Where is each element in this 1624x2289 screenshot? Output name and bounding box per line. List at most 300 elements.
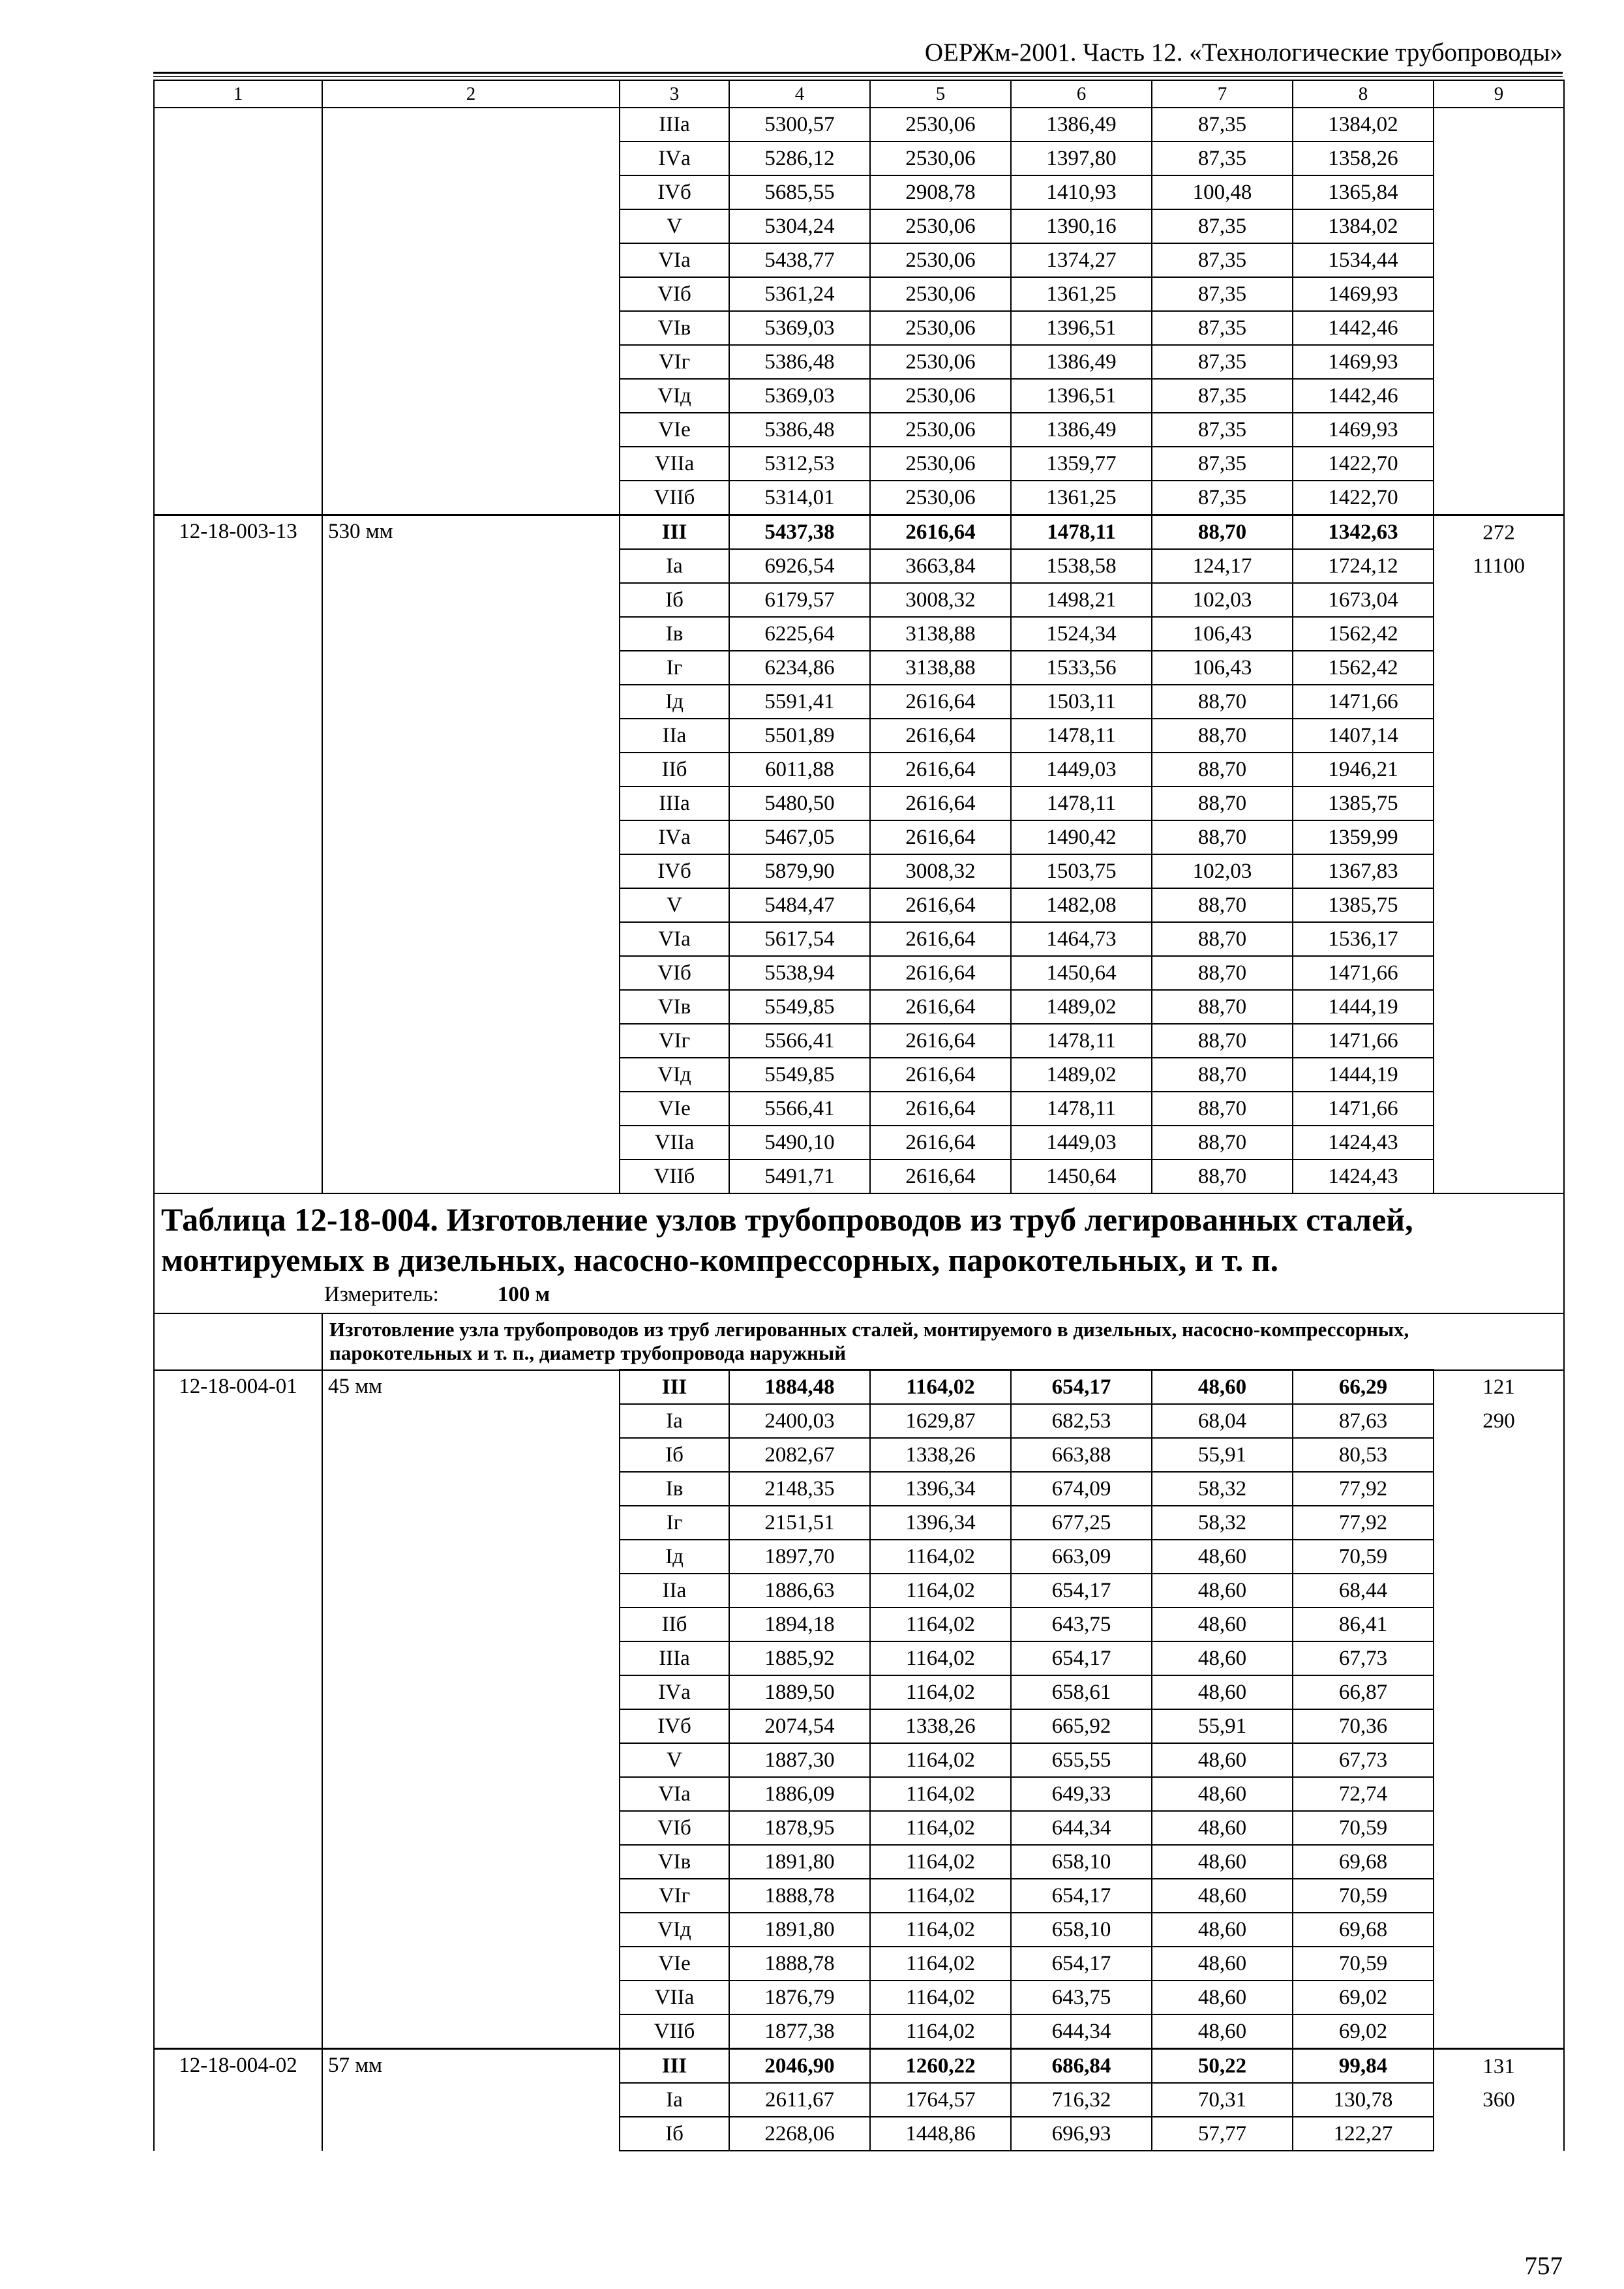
item-diameter-cell [322,345,620,379]
item-diameter-cell [322,447,620,481]
zone-class-cell: IVб [620,854,729,888]
value-cell-col4: 5538,94 [729,956,870,990]
item-code-cell [154,583,322,617]
zone-class-cell: Iа [620,2083,729,2117]
value-cell-col6: 677,25 [1011,1506,1152,1540]
value-cell-col5: 1396,34 [870,1506,1011,1540]
value-cell-col8: 67,73 [1293,1743,1434,1777]
value-cell-col4: 5491,71 [729,1159,870,1193]
column-number-1: 1 [154,80,322,108]
value-cell-col5: 2530,06 [870,379,1011,413]
col9-cell [1434,1058,1564,1092]
value-cell-col4: 1889,50 [729,1675,870,1709]
value-cell-col4: 2046,90 [729,2049,870,2084]
value-cell-col7: 102,03 [1152,854,1293,888]
zone-class-cell: VIIа [620,1126,729,1159]
item-diameter-cell: 57 мм [322,2049,620,2084]
value-cell-col5: 2616,64 [870,820,1011,854]
value-cell-col7: 88,70 [1152,1126,1293,1159]
zone-class-cell: Iг [620,651,729,685]
column-number-2: 2 [322,80,620,108]
value-cell-col5: 1164,02 [870,1777,1011,1811]
value-cell-col6: 1396,51 [1011,311,1152,345]
col9-cell: 272 [1434,515,1564,550]
value-cell-col7: 88,70 [1152,956,1293,990]
value-cell-col6: 1450,64 [1011,1159,1152,1193]
value-cell-col8: 1469,93 [1293,277,1434,311]
column-number-4: 4 [729,80,870,108]
col9-cell [1434,1777,1564,1811]
value-cell-col8: 1536,17 [1293,922,1434,956]
value-cell-col5: 2616,64 [870,719,1011,753]
value-cell-col5: 2616,64 [870,922,1011,956]
column-number-3: 3 [620,80,729,108]
value-cell-col6: 1386,49 [1011,108,1152,142]
value-cell-col6: 654,17 [1011,1370,1152,1405]
value-cell-col4: 6225,64 [729,617,870,651]
value-cell-col6: 663,09 [1011,1540,1152,1574]
value-cell-col4: 5617,54 [729,922,870,956]
item-diameter-cell [322,990,620,1024]
zone-class-cell: IIIа [620,786,729,820]
zone-class-cell: IVб [620,1709,729,1743]
table-row [154,413,1564,447]
item-code-cell [154,1879,322,1913]
zone-class-cell: VIIа [620,447,729,481]
col9-cell: 290 [1434,1404,1564,1438]
value-cell-col6: 1397,80 [1011,142,1152,175]
value-cell-col7: 48,60 [1152,1947,1293,1981]
value-cell-col7: 55,91 [1152,1438,1293,1472]
value-cell-col5: 2616,64 [870,1159,1011,1193]
zone-class-cell: Iб [620,583,729,617]
zone-class-cell: VIб [620,956,729,990]
item-code-cell [154,888,322,922]
value-cell-col4: 6926,54 [729,549,870,583]
value-cell-col4: 1894,18 [729,1608,870,1641]
table-row [154,786,1564,820]
measure-line [161,1280,1557,1309]
item-code-cell [154,1438,322,1472]
value-cell-col6: 674,09 [1011,1472,1152,1506]
description-spacer [154,1313,322,1370]
value-cell-col6: 1478,11 [1011,1024,1152,1058]
value-cell-col8: 1442,46 [1293,379,1434,413]
item-diameter-cell [322,583,620,617]
col9-cell [1434,481,1564,515]
value-cell-col8: 122,27 [1293,2117,1434,2151]
item-code-cell [154,854,322,888]
col9-cell [1434,2014,1564,2049]
table-row [154,345,1564,379]
zone-class-cell: VIд [620,1913,729,1947]
value-cell-col7: 88,70 [1152,888,1293,922]
value-cell-col8: 69,02 [1293,2014,1434,2049]
running-header: ОЕРЖм-2001. Часть 12. «Технологические трубопроводы» [924,38,1563,67]
value-cell-col6: 1489,02 [1011,990,1152,1024]
table-row [154,617,1564,651]
zone-class-cell: III [620,1370,729,1405]
value-cell-col5: 2616,64 [870,515,1011,550]
zone-class-cell: VIд [620,1058,729,1092]
zone-class-cell: IIа [620,1574,729,1608]
item-diameter-cell [322,1506,620,1540]
item-code-cell [154,990,322,1024]
value-cell-col6: 665,92 [1011,1709,1152,1743]
value-cell-col5: 2530,06 [870,243,1011,277]
zone-class-cell: VIIб [620,1159,729,1193]
table-row [154,2117,1564,2151]
item-diameter-cell [322,277,620,311]
col9-cell [1434,1540,1564,1574]
value-cell-col6: 1478,11 [1011,786,1152,820]
col9-cell [1434,1506,1564,1540]
zone-class-cell: Iв [620,1472,729,1506]
item-diameter-cell: 45 мм [322,1370,620,1405]
value-cell-col8: 1342,63 [1293,515,1434,550]
value-cell-col4: 5386,48 [729,413,870,447]
value-cell-col5: 2530,06 [870,345,1011,379]
table-row [154,1981,1564,2014]
value-cell-col6: 1490,42 [1011,820,1152,854]
col9-cell [1434,1811,1564,1845]
zone-class-cell: V [620,209,729,243]
value-cell-col6: 663,88 [1011,1438,1152,1472]
table-row [154,2014,1564,2049]
item-diameter-cell [322,719,620,753]
value-cell-col4: 1886,09 [729,1777,870,1811]
value-cell-col5: 2530,06 [870,277,1011,311]
value-cell-col6: 1449,03 [1011,753,1152,786]
col9-cell [1434,1438,1564,1472]
value-cell-col6: 644,34 [1011,2014,1152,2049]
value-cell-col6: 1359,77 [1011,447,1152,481]
value-cell-col6: 658,61 [1011,1675,1152,1709]
table-row [154,1370,1564,1405]
table-row [154,142,1564,175]
zone-class-cell: IVб [620,175,729,209]
table-row [154,583,1564,617]
zone-class-cell: Iв [620,617,729,651]
table-row [154,1913,1564,1947]
page-number: 757 [1524,2252,1563,2280]
value-cell-col8: 1384,02 [1293,209,1434,243]
value-cell-col7: 88,70 [1152,515,1293,550]
item-code-cell [154,1540,322,1574]
table-row [154,1947,1564,1981]
zone-class-cell: Iг [620,1506,729,1540]
value-cell-col5: 1164,02 [870,1540,1011,1574]
value-cell-col7: 106,43 [1152,651,1293,685]
col9-cell [1434,786,1564,820]
table-row [154,2049,1564,2084]
value-cell-col7: 88,70 [1152,786,1293,820]
value-cell-col4: 1886,63 [729,1574,870,1608]
value-cell-col8: 99,84 [1293,2049,1434,2084]
zone-class-cell: Iа [620,549,729,583]
value-cell-col6: 1386,49 [1011,345,1152,379]
value-cell-col7: 87,35 [1152,413,1293,447]
value-cell-col4: 5591,41 [729,685,870,719]
value-cell-col8: 1534,44 [1293,243,1434,277]
value-cell-col6: 1533,56 [1011,651,1152,685]
value-cell-col4: 5369,03 [729,311,870,345]
value-cell-col7: 57,77 [1152,2117,1293,2151]
value-cell-col7: 48,60 [1152,1777,1293,1811]
value-cell-col5: 1396,34 [870,1472,1011,1506]
item-code-cell: 12-18-004-01 [154,1370,322,1405]
value-cell-col5: 1338,26 [870,1709,1011,1743]
item-code-cell [154,719,322,753]
value-cell-col5: 2616,64 [870,1024,1011,1058]
item-diameter-cell [322,379,620,413]
value-cell-col4: 5549,85 [729,990,870,1024]
col9-cell [1434,1159,1564,1193]
item-code-cell [154,1608,322,1641]
zone-class-cell: VIа [620,922,729,956]
value-cell-col8: 1724,12 [1293,549,1434,583]
value-cell-col6: 658,10 [1011,1845,1152,1879]
table-row [154,685,1564,719]
table-row [154,1743,1564,1777]
value-cell-col8: 1424,43 [1293,1159,1434,1193]
col9-cell [1434,1608,1564,1641]
col9-cell [1434,990,1564,1024]
item-diameter-cell [322,1024,620,1058]
item-code-cell [154,1126,322,1159]
value-cell-col8: 69,68 [1293,1845,1434,1879]
column-number-row [154,80,1564,108]
col9-cell [1434,1092,1564,1126]
value-cell-col7: 88,70 [1152,1058,1293,1092]
table-row [154,1540,1564,1574]
table-row [154,209,1564,243]
item-code-cell [154,651,322,685]
zone-class-cell: Iд [620,1540,729,1574]
value-cell-col7: 88,70 [1152,820,1293,854]
value-cell-col8: 1673,04 [1293,583,1434,617]
value-cell-col5: 1164,02 [870,1981,1011,2014]
zone-class-cell: IIа [620,719,729,753]
value-cell-col7: 88,70 [1152,922,1293,956]
item-code-cell [154,1845,322,1879]
table-row [154,854,1564,888]
value-cell-col7: 48,60 [1152,1675,1293,1709]
value-cell-col5: 2616,64 [870,753,1011,786]
item-diameter-cell [322,1438,620,1472]
table-row [154,1092,1564,1126]
zone-class-cell: VIа [620,1777,729,1811]
value-cell-col5: 1448,86 [870,2117,1011,2151]
value-cell-col8: 87,63 [1293,1404,1434,1438]
value-cell-col6: 1503,11 [1011,685,1152,719]
zone-class-cell: VIг [620,345,729,379]
description-row [154,1313,1564,1370]
value-cell-col5: 1338,26 [870,1438,1011,1472]
item-diameter-cell [322,1574,620,1608]
item-diameter-cell [322,617,620,651]
value-cell-col6: 1498,21 [1011,583,1152,617]
value-cell-col7: 48,60 [1152,1370,1293,1405]
item-diameter-cell [322,1472,620,1506]
value-cell-col8: 66,87 [1293,1675,1434,1709]
value-cell-col8: 1442,46 [1293,311,1434,345]
col9-cell [1434,175,1564,209]
col9-cell [1434,1709,1564,1743]
value-cell-col8: 1422,70 [1293,447,1434,481]
value-cell-col4: 5501,89 [729,719,870,753]
value-cell-col5: 1164,02 [870,1913,1011,1947]
value-cell-col7: 48,60 [1152,1879,1293,1913]
value-cell-col5: 2530,06 [870,311,1011,345]
item-code-cell [154,1058,322,1092]
col9-cell [1434,345,1564,379]
value-cell-col4: 5437,38 [729,515,870,550]
item-diameter-cell [322,2117,620,2151]
value-cell-col6: 1410,93 [1011,175,1152,209]
table-row [154,1845,1564,1879]
item-diameter-cell [322,922,620,956]
item-code-cell [154,1811,322,1845]
col9-cell [1434,108,1564,142]
value-cell-col7: 88,70 [1152,1159,1293,1193]
value-cell-col4: 1897,70 [729,1540,870,1574]
value-cell-col7: 102,03 [1152,583,1293,617]
value-cell-col7: 55,91 [1152,1709,1293,1743]
value-cell-col4: 5480,50 [729,786,870,820]
value-cell-col4: 5300,57 [729,108,870,142]
item-code-cell [154,1641,322,1675]
table-row [154,277,1564,311]
item-diameter-cell [322,1608,620,1641]
value-cell-col4: 2082,67 [729,1438,870,1472]
value-cell-col6: 716,32 [1011,2083,1152,2117]
item-diameter-cell [322,243,620,277]
zone-class-cell: V [620,1743,729,1777]
value-cell-col5: 2616,64 [870,685,1011,719]
value-cell-col6: 1374,27 [1011,243,1152,277]
item-code-cell [154,1913,322,1947]
value-cell-col7: 48,60 [1152,1641,1293,1675]
value-cell-col4: 5490,10 [729,1126,870,1159]
value-cell-col4: 5312,53 [729,447,870,481]
value-cell-col8: 77,92 [1293,1472,1434,1506]
table-row [154,990,1564,1024]
value-cell-col5: 2616,64 [870,956,1011,990]
value-cell-col8: 1444,19 [1293,1058,1434,1092]
table-row [154,651,1564,685]
item-diameter-cell [322,1404,620,1438]
value-cell-col8: 70,59 [1293,1947,1434,1981]
item-diameter-cell [322,1811,620,1845]
value-cell-col6: 643,75 [1011,1981,1152,2014]
col9-cell [1434,1472,1564,1506]
item-diameter-cell [322,1159,620,1193]
col9-cell [1434,1981,1564,2014]
item-diameter-cell [322,2083,620,2117]
item-diameter-cell [322,1540,620,1574]
value-cell-col7: 87,35 [1152,481,1293,515]
value-cell-col4: 5685,55 [729,175,870,209]
item-diameter-cell [322,1092,620,1126]
table-title-row [154,1193,1564,1313]
value-cell-col8: 67,73 [1293,1641,1434,1675]
item-code-cell [154,1159,322,1193]
item-diameter-cell [322,1879,620,1913]
zone-class-cell: VIе [620,1092,729,1126]
zone-class-cell: VIб [620,1811,729,1845]
item-diameter-cell [322,1913,620,1947]
zone-class-cell: IIб [620,1608,729,1641]
col9-cell [1434,1743,1564,1777]
zone-class-cell: IVа [620,820,729,854]
value-cell-col6: 649,33 [1011,1777,1152,1811]
col9-cell [1434,617,1564,651]
item-code-cell [154,345,322,379]
table-title: Таблица 12-18-004. Изготовление узлов трубопроводов из труб легированных сталей, монтируемых в дизельных, насосно-компрессорных, парокотельных, и т. п. [161,1201,1413,1278]
item-code-cell [154,243,322,277]
value-cell-col5: 1164,02 [870,1608,1011,1641]
value-cell-col8: 1444,19 [1293,990,1434,1024]
item-diameter-cell [322,1641,620,1675]
value-cell-col7: 87,35 [1152,447,1293,481]
value-cell-col6: 1386,49 [1011,413,1152,447]
value-cell-col6: 686,84 [1011,2049,1152,2084]
item-code-cell [154,753,322,786]
item-diameter-cell [322,1058,620,1092]
table-row [154,311,1564,345]
item-code-cell [154,1472,322,1506]
table-row [154,1574,1564,1608]
value-cell-col7: 48,60 [1152,1608,1293,1641]
table-row [154,2083,1564,2117]
value-cell-col6: 1538,58 [1011,549,1152,583]
item-diameter-cell [322,1743,620,1777]
item-code-cell [154,2014,322,2049]
value-cell-col5: 1164,02 [870,1947,1011,1981]
zone-class-cell: IIIа [620,1641,729,1675]
value-cell-col5: 3138,88 [870,617,1011,651]
item-code-cell [154,108,322,142]
value-cell-col7: 48,60 [1152,1811,1293,1845]
value-cell-col6: 1482,08 [1011,888,1152,922]
value-cell-col7: 48,60 [1152,2014,1293,2049]
value-cell-col5: 2530,06 [870,447,1011,481]
item-diameter-cell [322,651,620,685]
col9-cell [1434,956,1564,990]
value-cell-col8: 1471,66 [1293,956,1434,990]
item-code-cell [154,1777,322,1811]
value-cell-col5: 3138,88 [870,651,1011,685]
value-cell-col6: 682,53 [1011,1404,1152,1438]
table-body [154,80,1564,2151]
table-row [154,175,1564,209]
value-cell-col4: 5484,47 [729,888,870,922]
value-cell-col5: 1764,57 [870,2083,1011,2117]
table-row [154,753,1564,786]
item-diameter-cell [322,481,620,515]
value-cell-col8: 1358,26 [1293,142,1434,175]
item-code-cell [154,142,322,175]
col9-cell [1434,922,1564,956]
value-cell-col7: 58,32 [1152,1506,1293,1540]
value-cell-col7: 48,60 [1152,1981,1293,2014]
zone-class-cell: VIIб [620,481,729,515]
value-cell-col5: 2530,06 [870,209,1011,243]
item-diameter-cell [322,820,620,854]
value-cell-col7: 88,70 [1152,753,1293,786]
value-cell-col4: 1884,48 [729,1370,870,1405]
